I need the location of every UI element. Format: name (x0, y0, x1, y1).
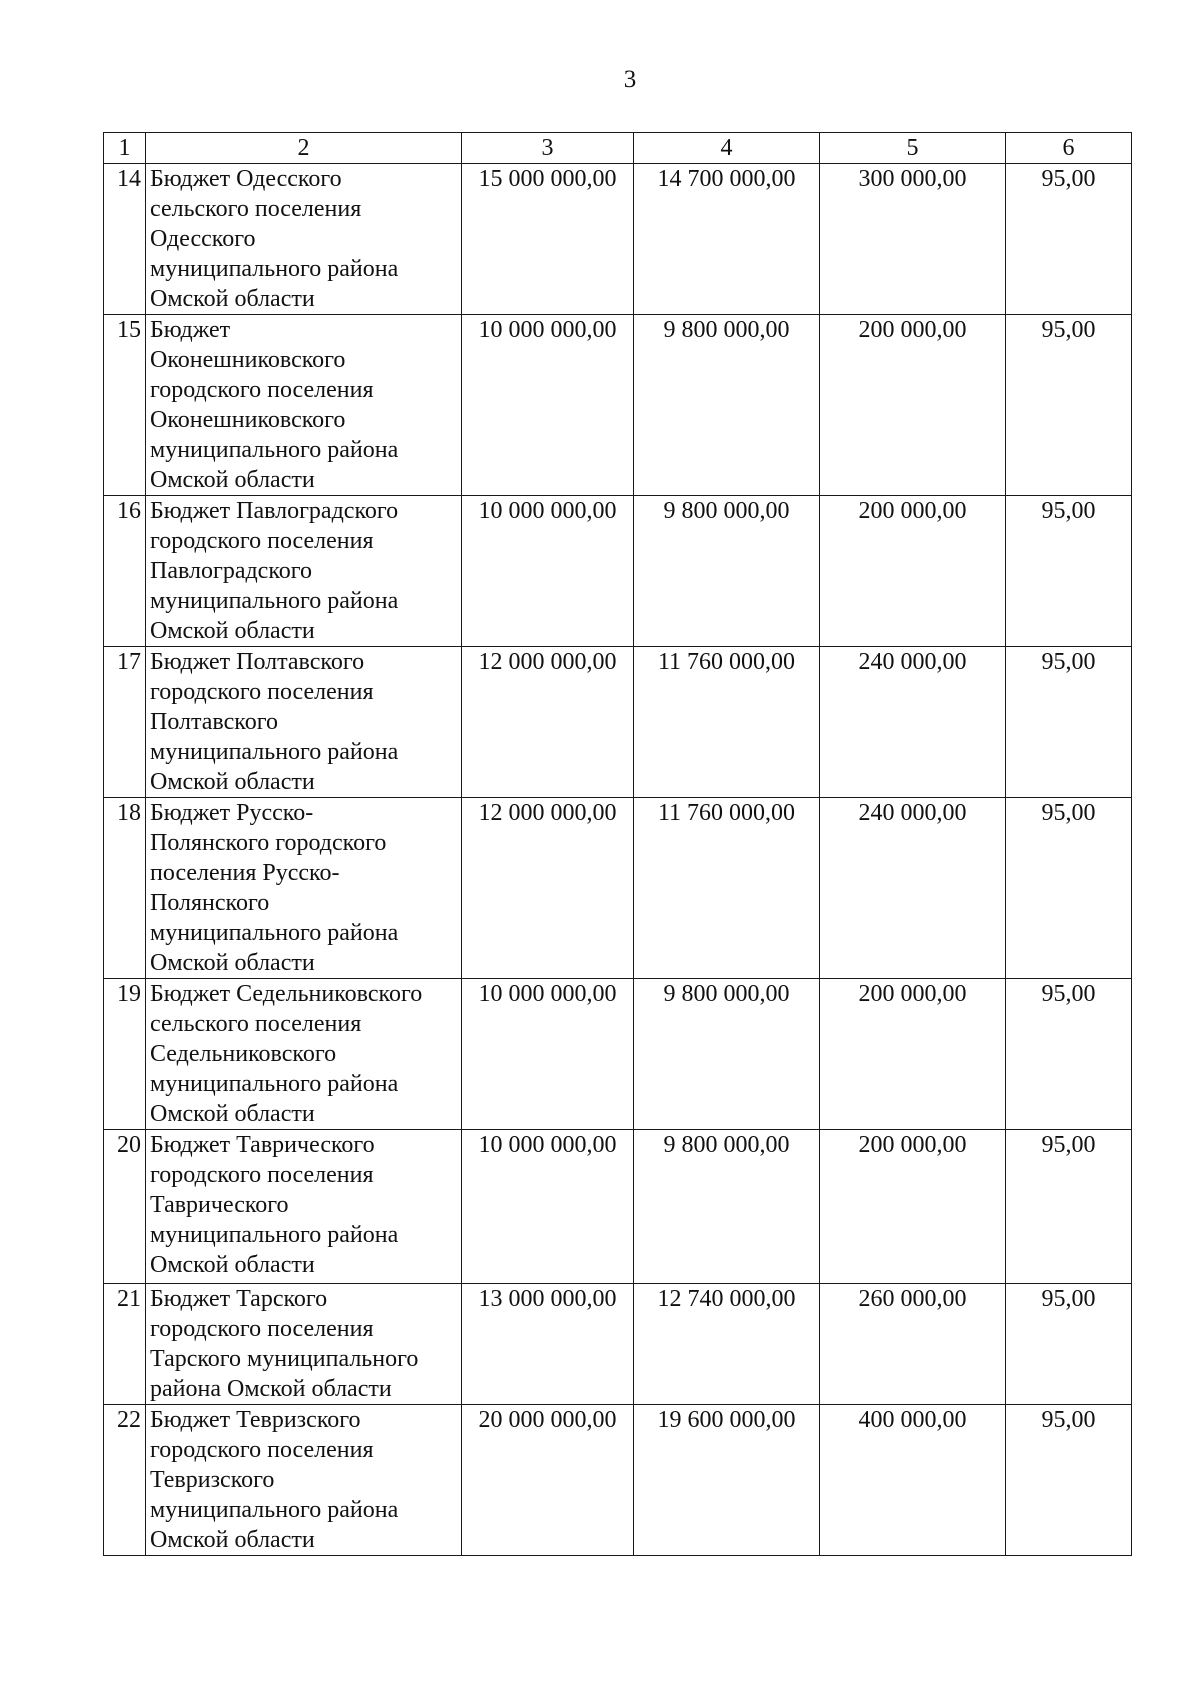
header-cell: 3 (462, 133, 634, 164)
budget-name-line: Омской области (150, 467, 315, 493)
budget-name-cell (146, 1130, 462, 1284)
amount-col5: 200 000,00 (820, 315, 1006, 496)
budget-name-line: городского поселения (150, 528, 374, 554)
percent-col6: 95,00 (1006, 315, 1132, 496)
header-cell: 1 (104, 133, 146, 164)
table-body (104, 164, 1132, 1556)
budget-name-line: поселения Русско- (150, 860, 340, 886)
budget-name-line: Полянского городского (150, 830, 387, 856)
budget-name-line: Бюджет Тевризского (150, 1407, 361, 1433)
budget-name-line: муниципального района (150, 1497, 399, 1523)
budget-name-line: Тевризского (150, 1467, 275, 1493)
header-cell: 4 (634, 133, 820, 164)
row-number: 16 (104, 496, 146, 647)
table-row (104, 164, 1132, 315)
percent-col6: 95,00 (1006, 647, 1132, 798)
table-row (104, 496, 1132, 647)
budget-name-line: Бюджет Одесского (150, 166, 342, 192)
budget-name-line: района Омской области (150, 1376, 392, 1402)
percent-col6: 95,00 (1006, 1284, 1132, 1405)
amount-col4: 9 800 000,00 (634, 1130, 820, 1284)
budget-name-cell (146, 798, 462, 979)
row-number: 17 (104, 647, 146, 798)
budget-name-line: муниципального района (150, 256, 399, 282)
budget-name-cell (146, 647, 462, 798)
budget-name-line: Бюджет Павлоградского (150, 498, 399, 524)
percent-col6: 95,00 (1006, 1130, 1132, 1284)
page-number: 3 (623, 66, 637, 93)
row-number: 14 (104, 164, 146, 315)
budget-name-line: городского поселения (150, 1437, 374, 1463)
table-row (104, 979, 1132, 1130)
budget-name-line: Оконешниковского (150, 347, 346, 373)
table-row (104, 1130, 1132, 1284)
amount-col4: 11 760 000,00 (634, 798, 820, 979)
amount-col4: 9 800 000,00 (634, 496, 820, 647)
percent-col6: 95,00 (1006, 496, 1132, 647)
amount-col5: 260 000,00 (820, 1284, 1006, 1405)
budget-name-line: Бюджет Русско- (150, 800, 314, 826)
amount-col3: 20 000 000,00 (462, 1405, 634, 1556)
amount-col5: 200 000,00 (820, 496, 1006, 647)
budget-name-line: муниципального района (150, 437, 399, 463)
budget-name-line: Полтавского (150, 709, 278, 735)
percent-col6: 95,00 (1006, 798, 1132, 979)
amount-col3: 10 000 000,00 (462, 315, 634, 496)
budget-name-line: Омской области (150, 1101, 315, 1127)
amount-col4: 19 600 000,00 (634, 1405, 820, 1556)
budget-name-line: Седельниковского (150, 1041, 337, 1067)
percent-col6: 95,00 (1006, 164, 1132, 315)
header-row (104, 133, 1132, 164)
budget-name-cell (146, 315, 462, 496)
budget-name-line: Бюджет Седельниковского (150, 981, 423, 1007)
row-number: 21 (104, 1284, 146, 1405)
budget-table (103, 132, 1132, 1556)
amount-col5: 240 000,00 (820, 647, 1006, 798)
table-row (104, 647, 1132, 798)
table-row (104, 798, 1132, 979)
amount-col5: 200 000,00 (820, 1130, 1006, 1284)
budget-name-line: Тарского муниципального (150, 1346, 419, 1372)
header-cell: 2 (146, 133, 462, 164)
amount-col3: 12 000 000,00 (462, 798, 634, 979)
amount-col4: 9 800 000,00 (634, 315, 820, 496)
budget-name-line: муниципального района (150, 739, 399, 765)
row-number: 15 (104, 315, 146, 496)
budget-name-line: муниципального района (150, 588, 399, 614)
percent-col6: 95,00 (1006, 979, 1132, 1130)
budget-name-line: Омской области (150, 1527, 315, 1553)
budget-name-line: Омской области (150, 286, 315, 312)
amount-col3: 15 000 000,00 (462, 164, 634, 315)
header-cell: 6 (1006, 133, 1132, 164)
budget-name-line: Омской области (150, 950, 315, 976)
budget-name-line: городского поселения (150, 679, 374, 705)
budget-name-line: Омской области (150, 769, 315, 795)
budget-name-line: муниципального района (150, 1071, 399, 1097)
amount-col5: 400 000,00 (820, 1405, 1006, 1556)
budget-name-cell (146, 496, 462, 647)
amount-col3: 10 000 000,00 (462, 1130, 634, 1284)
budget-name-line: Бюджет Таврического (150, 1132, 375, 1158)
amount-col5: 200 000,00 (820, 979, 1006, 1130)
budget-name-line: Омской области (150, 618, 315, 644)
amount-col4: 14 700 000,00 (634, 164, 820, 315)
amount-col3: 10 000 000,00 (462, 496, 634, 647)
budget-name-line: Бюджет (150, 317, 231, 343)
amount-col4: 9 800 000,00 (634, 979, 820, 1130)
budget-name-line: Павлоградского (150, 558, 313, 584)
budget-name-cell (146, 164, 462, 315)
row-number: 22 (104, 1405, 146, 1556)
row-number: 20 (104, 1130, 146, 1284)
budget-name-line: сельского поселения (150, 196, 362, 222)
header-cell: 5 (820, 133, 1006, 164)
budget-name-cell (146, 1405, 462, 1556)
budget-name-line: сельского поселения (150, 1011, 362, 1037)
budget-name-line: муниципального района (150, 920, 399, 946)
budget-name-line: Одесского (150, 226, 256, 252)
table-row (104, 315, 1132, 496)
budget-name-line: Таврического (150, 1192, 289, 1218)
budget-name-line: Оконешниковского (150, 407, 346, 433)
budget-name-line: Полянского (150, 890, 270, 916)
table-row (104, 1405, 1132, 1556)
amount-col3: 10 000 000,00 (462, 979, 634, 1130)
budget-name-line: городского поселения (150, 377, 374, 403)
amount-col5: 300 000,00 (820, 164, 1006, 315)
amount-col3: 12 000 000,00 (462, 647, 634, 798)
percent-col6: 95,00 (1006, 1405, 1132, 1556)
row-number: 19 (104, 979, 146, 1130)
budget-name-line: Бюджет Тарского (150, 1286, 328, 1312)
budget-name-cell (146, 1284, 462, 1405)
amount-col4: 11 760 000,00 (634, 647, 820, 798)
budget-name-line: Бюджет Полтавского (150, 649, 365, 675)
amount-col3: 13 000 000,00 (462, 1284, 634, 1405)
table-row (104, 1284, 1132, 1405)
amount-col5: 240 000,00 (820, 798, 1006, 979)
budget-name-line: Омской области (150, 1252, 315, 1278)
amount-col4: 12 740 000,00 (634, 1284, 820, 1405)
budget-name-line: городского поселения (150, 1162, 374, 1188)
row-number: 18 (104, 798, 146, 979)
budget-name-cell (146, 979, 462, 1130)
budget-name-line: муниципального района (150, 1222, 399, 1248)
budget-name-line: городского поселения (150, 1316, 374, 1342)
